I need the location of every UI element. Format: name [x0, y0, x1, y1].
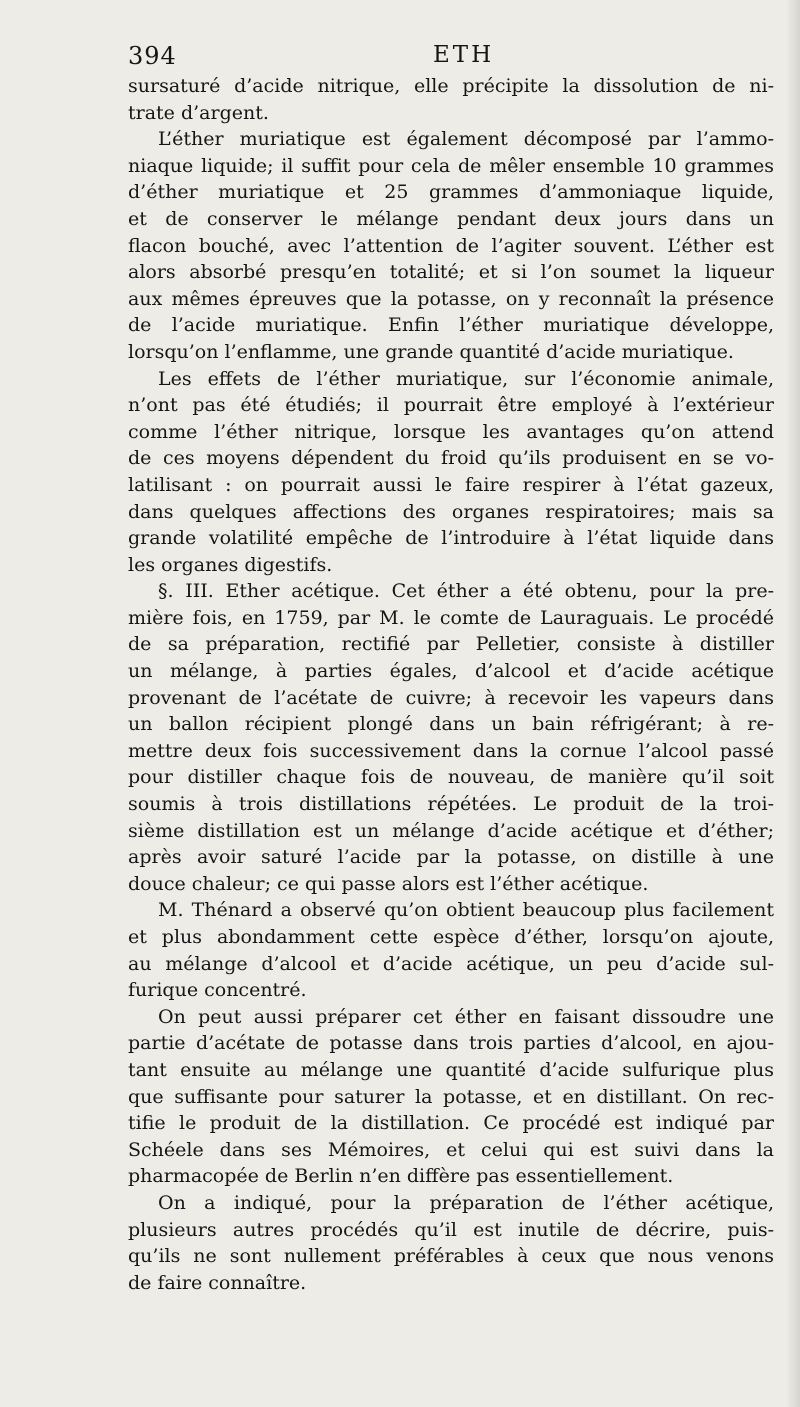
text-line: de ces moyens dépendent du froid qu’ils produisent en se vo- — [128, 447, 774, 470]
text-line: un ballon récipient plongé dans un bain réfrigérant; à re- — [128, 713, 774, 736]
text-line: de sa préparation, rectifié par Pelletier, consiste à distiller — [128, 633, 774, 656]
text-line: Les effets de l’éther muriatique, sur l’économie animale, — [158, 367, 774, 390]
text-line: un mélange, à parties égales, d’alcool et d’acide acétique — [128, 660, 774, 683]
section-letters: ETH — [433, 42, 495, 68]
text-line: Schéele dans ses Mémoires, et celui qui est suivi dans la — [128, 1138, 774, 1161]
text-line: flacon bouché, avec l’attention de l’agiter souvent. L’éther est — [128, 234, 774, 257]
text-line: trate d’argent. — [128, 101, 269, 124]
text-line: sursaturé d’acide nitrique, elle précipite la dissolution de ni- — [128, 75, 774, 97]
text-line: M. Thénard a observé qu’on obtient beaucoup plus facilement — [158, 899, 774, 922]
text-line: mière fois, en 1759, par M. le comte de Lauraguais. Le procédé — [128, 606, 774, 629]
text-line: L’éther muriatique est également décomposé par l’ammo- — [158, 128, 774, 151]
text-line: que suffisante pour saturer la potasse, et en distillant. On rec- — [128, 1085, 774, 1108]
text-line: d’éther muriatique et 25 grammes d’ammoniaque liquide, — [128, 181, 774, 204]
text-line: tant ensuite au mélange une quantité d’acide sulfurique plus — [128, 1058, 774, 1081]
text-line: n’ont pas été étudiés; il pourrait être employé à l’extérieur — [128, 394, 774, 417]
text-line: qu’ils ne sont nullement préférables à ceux que nous venons — [128, 1245, 774, 1268]
text-line: et de conserver le mélange pendant deux jours dans un — [128, 207, 774, 230]
text-line: alors absorbé presqu’en totalité; et si l’on soumet la liqueur — [128, 261, 774, 284]
text-line: provenant de l’acétate de cuivre; à recevoir les vapeurs dans — [128, 686, 774, 709]
text-line: plusieurs autres procédés qu’il est inutile de décrire, puis- — [128, 1218, 774, 1241]
body-text — [128, 73, 774, 1296]
text-line: §. III. Ether acétique. Cet éther a été obtenu, pour la pre- — [158, 580, 774, 603]
text-line: niaque liquide; il suffit pour cela de mêler ensemble 10 grammes — [128, 154, 774, 177]
text-line: aux mêmes épreuves que la potasse, on y reconnaît la présence — [128, 287, 774, 310]
text-line: comme l’éther nitrique, lorsque les avantages qu’on attend — [128, 420, 774, 443]
page-number: 394 — [128, 42, 177, 70]
text-line: grande volatilité empêche de l’introduire à l’état liquide dans — [128, 527, 774, 550]
text-line: lorsqu’on l’enflamme, une grande quantité d’acide muriatique. — [128, 340, 734, 363]
text-line: latilisant : on pourrait aussi le faire respirer à l’état gazeux, — [128, 473, 774, 496]
text-line: On a indiqué, pour la préparation de l’éther acétique, — [158, 1191, 774, 1214]
text-line: soumis à trois distillations répétées. Le produit de la troi- — [128, 793, 774, 816]
text-line: mettre deux fois successivement dans la cornue l’alcool passé — [128, 739, 774, 762]
text-line: pour distiller chaque fois de nouveau, de manière qu’il soit — [128, 766, 774, 789]
text-line: dans quelques affections des organes respiratoires; mais sa — [128, 500, 774, 523]
page-edge-shadow — [786, 0, 800, 1407]
text-line: furique concentré. — [128, 979, 307, 1002]
text-line: les organes digestifs. — [128, 553, 333, 576]
text-line: On peut aussi préparer cet éther en faisant dissoudre une — [158, 1005, 774, 1028]
running-head — [128, 42, 778, 72]
text-line: au mélange d’alcool et d’acide acétique, un peu d’acide sul- — [128, 952, 774, 975]
text-line: sième distillation est un mélange d’acide acétique et d’éther; — [128, 819, 774, 842]
text-line: après avoir saturé l’acide par la potasse, on distille à une — [128, 846, 774, 869]
text-line: douce chaleur; ce qui passe alors est l’éther acétique. — [128, 872, 649, 895]
text-line: de faire connaître. — [128, 1271, 307, 1294]
text-line: tifie le produit de la distillation. Ce procédé est indiqué par — [128, 1112, 774, 1135]
text-line: pharmacopée de Berlin n’en diffère pas essentiellement. — [128, 1165, 674, 1188]
text-line: partie d’acétate de potasse dans trois parties d’alcool, en ajou- — [128, 1032, 774, 1055]
text-line: et plus abondamment cette espèce d’éther, lorsqu’on ajoute, — [128, 926, 774, 948]
text-line: de l’acide muriatique. Enfin l’éther muriatique développe, — [128, 314, 774, 337]
